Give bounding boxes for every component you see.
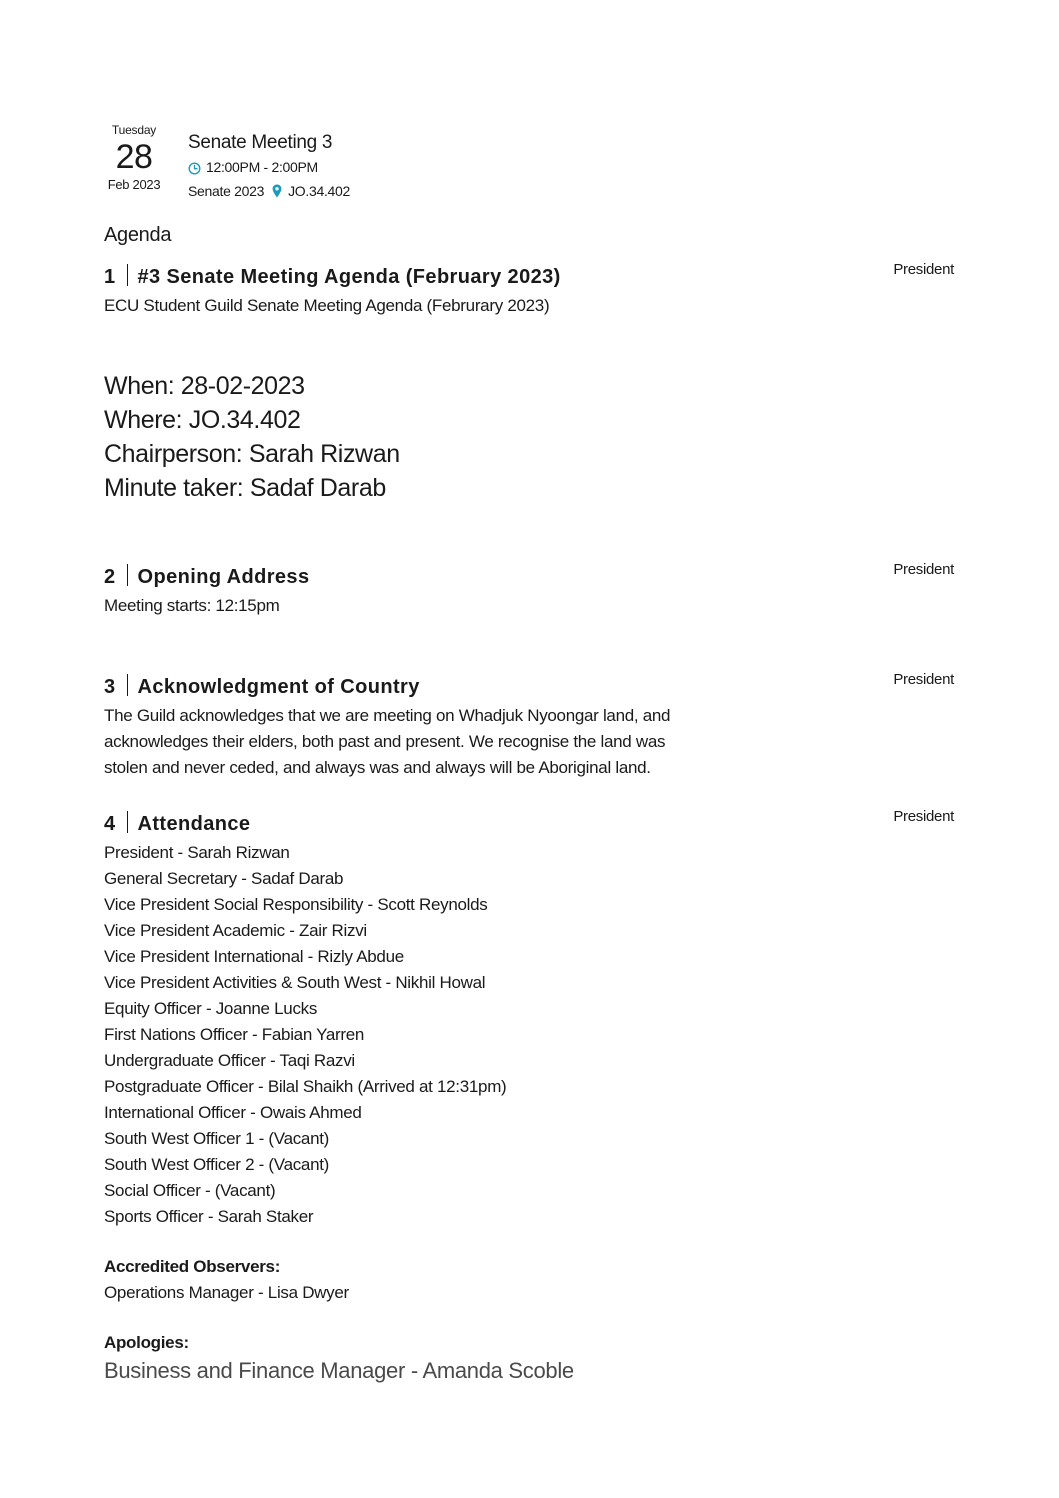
agenda-item-number: 1 [104, 266, 116, 288]
agenda-item-description: Meeting starts: 12:15pm [104, 596, 280, 615]
agenda-item-title [104, 263, 964, 291]
observers-section [104, 1254, 964, 1306]
acknowledgment-line: stolen and never ceded, and always was and always will be Aboriginal land. [104, 758, 651, 777]
observer-item: Operations Manager - Lisa Dwyer [104, 1283, 349, 1302]
attendee-item: South West Officer 2 - (Vacant) [104, 1155, 330, 1174]
event-month-year: Feb 2023 [107, 177, 161, 192]
attendee-item: International Officer - Owais Ahmed [104, 1103, 362, 1122]
attendee-item: Vice President Social Responsibility - Scott Reynolds [104, 895, 488, 914]
event-title[interactable]: Senate Meeting 3 [188, 132, 333, 153]
event-day: 28 [115, 138, 153, 176]
agenda-item-1 [104, 263, 964, 505]
agenda-item-4 [104, 810, 964, 1386]
agenda-item-title [104, 810, 964, 838]
attendee-item: South West Officer 1 - (Vacant) [104, 1129, 330, 1148]
agenda-item-title-text: Acknowledgment of Country [137, 676, 420, 698]
attendee-item: Postgraduate Officer - Bilal Shaikh (Arrived at 12:31pm) [104, 1077, 507, 1096]
item-separator [127, 564, 128, 586]
agenda-item-title-text: Attendance [137, 813, 251, 835]
attendee-item: Equity Officer - Joanne Lucks [104, 999, 318, 1018]
agenda-item-title-text: #3 Senate Meeting Agenda (February 2023) [137, 266, 561, 288]
agenda-item-presenter: President [893, 561, 954, 578]
observers-heading: Accredited Observers: [104, 1257, 281, 1276]
agenda-item-header [104, 810, 964, 840]
agenda-item-title-text: Opening Address [137, 566, 310, 588]
agenda-item-presenter: President [893, 671, 954, 688]
detail-when: When: 28-02-2023 [104, 372, 305, 400]
apologies-heading: Apologies: [104, 1333, 189, 1352]
attendee-item: General Secretary - Sadaf Darab [104, 869, 344, 888]
agenda-item-3 [104, 673, 964, 781]
attendee-item: Sports Officer - Sarah Staker [104, 1207, 314, 1226]
agenda-item-2 [104, 563, 964, 619]
acknowledgment-line: acknowledges their elders, both past and present. We recognise the land was [104, 732, 666, 751]
agenda-item-presenter: President [893, 261, 954, 278]
detail-where: Where: JO.34.402 [104, 406, 301, 434]
map-pin-icon [272, 184, 282, 198]
agenda-item-number: 4 [104, 813, 116, 835]
event-weekday: Tuesday [111, 123, 157, 137]
agenda-item-description: ECU Student Guild Senate Meeting Agenda (Februrary 2023) [104, 296, 550, 315]
apologies-section [104, 1330, 964, 1386]
acknowledgment-line: The Guild acknowledges that we are meeting on Whadjuk Nyoongar land, and [104, 706, 671, 725]
item-separator [127, 674, 128, 696]
event-time: 12:00PM - 2:00PM [206, 159, 318, 175]
agenda-item-presenter: President [893, 808, 954, 825]
agenda-item-number: 3 [104, 676, 116, 698]
detail-chairperson: Chairperson: Sarah Rizwan [104, 440, 400, 468]
agenda-item-header [104, 563, 964, 593]
agenda-item-title [104, 563, 964, 591]
event-location[interactable]: JO.34.402 [288, 183, 351, 199]
item-separator [127, 264, 128, 286]
apology-item: Business and Finance Manager - Amanda Scoble [104, 1358, 574, 1383]
event-meta-row [188, 182, 350, 200]
attendee-item: First Nations Officer - Fabian Yarren [104, 1025, 365, 1044]
item-separator [127, 811, 128, 833]
clock-icon [188, 161, 201, 174]
attendee-item: Vice President Activities & South West - Nikhil Howal [104, 973, 486, 992]
agenda-item-header [104, 263, 964, 293]
attendee-item: President - Sarah Rizwan [104, 843, 290, 862]
event-date [100, 122, 168, 194]
attendee-item: Undergraduate Officer - Taqi Razvi [104, 1051, 355, 1070]
event-time-row [188, 158, 350, 176]
event-info [188, 130, 350, 200]
agenda-item-number: 2 [104, 566, 116, 588]
attendee-item: Vice President Academic - Zair Rizvi [104, 921, 367, 940]
agenda-heading: Agenda [104, 224, 172, 246]
attendee-list [104, 840, 964, 1230]
agenda-item-header [104, 673, 964, 703]
attendee-item: Social Officer - (Vacant) [104, 1181, 276, 1200]
event-calendar[interactable]: Senate 2023 [188, 183, 265, 199]
meeting-details [104, 369, 964, 505]
agenda-item-title [104, 673, 964, 701]
detail-minute-taker: Minute taker: Sadaf Darab [104, 474, 386, 502]
attendee-item: Vice President International - Rizly Abdue [104, 947, 404, 966]
